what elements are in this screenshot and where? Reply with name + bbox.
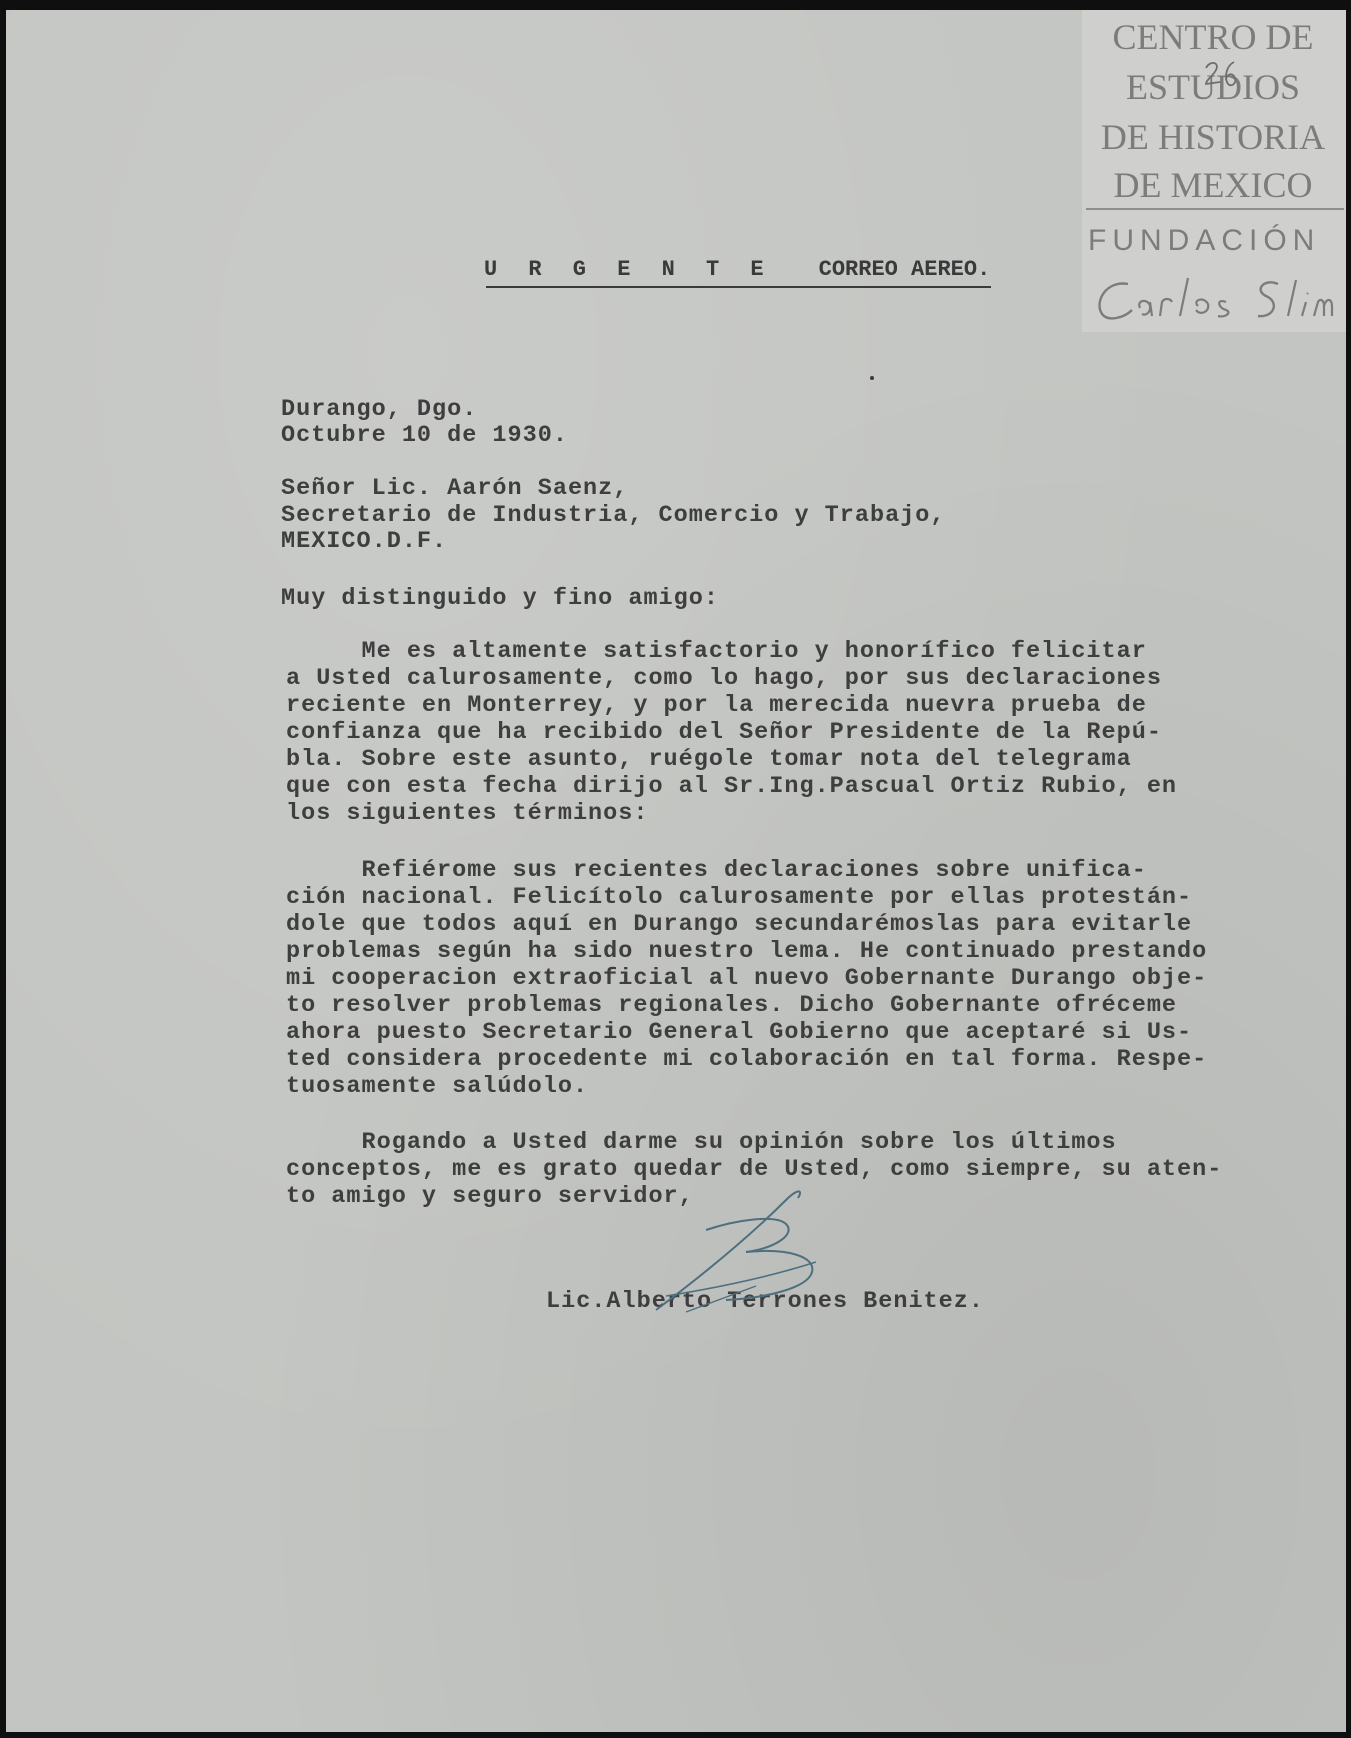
salutation: Muy distinguido y fino amigo: (281, 585, 719, 612)
paragraph-1-line: confianza que ha recibido del Señor Presidente de la Repú- (286, 719, 1162, 746)
paragraph-2-line: to resolver problemas regionales. Dicho Gobernante ofréceme (286, 992, 1178, 1019)
recipient-line: MEXICO.D.F. (281, 528, 448, 555)
paragraph-2-line: tuosamente salúdolo. (286, 1073, 589, 1100)
paragraph-1-line: a Usted calurosamente, como lo hago, por sus declaraciones (286, 665, 1162, 692)
paragraph-2-line: dole que todos aquí en Durango secundarémoslas para evitarle (286, 911, 1193, 938)
handwritten-signature (626, 1170, 886, 1320)
handwritten-page-mark (1200, 54, 1240, 94)
heading-underline (486, 286, 991, 288)
ink-dot (870, 376, 874, 380)
paragraph-2-line: mi cooperacion extraoficial al nuevo Gobernante Durango obje- (286, 965, 1208, 992)
paragraph-2-line: problemas según ha sido nuestro lema. He continuado prestando (286, 938, 1208, 965)
letter-page (6, 10, 1346, 1732)
signatory-name: Lic.Alberto Terrones Benitez. (546, 1288, 984, 1315)
paragraph-2-line: ted considera procedente mi colaboración en tal forma. Respe- (286, 1046, 1208, 1073)
watermark-line-3: DE HISTORIA (1100, 117, 1326, 157)
recipient-line: Señor Lic. Aarón Saenz, (281, 475, 629, 502)
watermark-line-1: CENTRO DE (1112, 17, 1314, 57)
letter-place: Durango, Dgo. (281, 396, 478, 423)
carlos-slim-signature-logo (1088, 272, 1340, 328)
watermark-line-2: ESTUDIOS (1125, 67, 1300, 107)
heading-airmail: CORREO AEREO. (818, 257, 991, 282)
watermark-foundation: FUNDACIÓN (1088, 224, 1321, 257)
watermark-divider (1086, 208, 1344, 210)
paragraph-1-line: bla. Sobre este asunto, ruégole tomar nota del telegrama (286, 746, 1132, 773)
paragraph-3-line: Rogando a Usted darme su opinión sobre los últimos (286, 1129, 1117, 1156)
archive-watermark (1082, 10, 1346, 332)
heading-urgent: U R G E N T E (484, 257, 773, 282)
paragraph-2-line: ahora puesto Secretario General Gobierno que aceptaré si Us- (286, 1019, 1193, 1046)
watermark-line-4: DE MEXICO (1113, 165, 1313, 205)
paragraph-1-line: que con esta fecha dirijo al Sr.Ing.Pascual Ortiz Rubio, en (286, 773, 1178, 800)
letter-date: Octubre 10 de 1930. (281, 422, 568, 449)
recipient-line: Secretario de Industria, Comercio y Trabajo, (281, 502, 946, 529)
paragraph-3-line: to amigo y seguro servidor, (286, 1183, 694, 1210)
letter-heading (484, 257, 990, 282)
paragraph-1-line: los siguientes términos: (286, 800, 649, 827)
paragraph-3-line: conceptos, me es grato quedar de Usted, como siempre, su aten- (286, 1156, 1223, 1183)
paragraph-2-line: ción nacional. Felicítolo calurosamente por ellas protestán- (286, 884, 1193, 911)
paragraph-1-line: Me es altamente satisfactorio y honorífico felicitar (286, 638, 1147, 665)
paragraph-2-line: Refiérome sus recientes declaraciones sobre unifica- (286, 857, 1147, 884)
paragraph-1-line: reciente en Monterrey, y por la merecida nuevra prueba de (286, 692, 1147, 719)
